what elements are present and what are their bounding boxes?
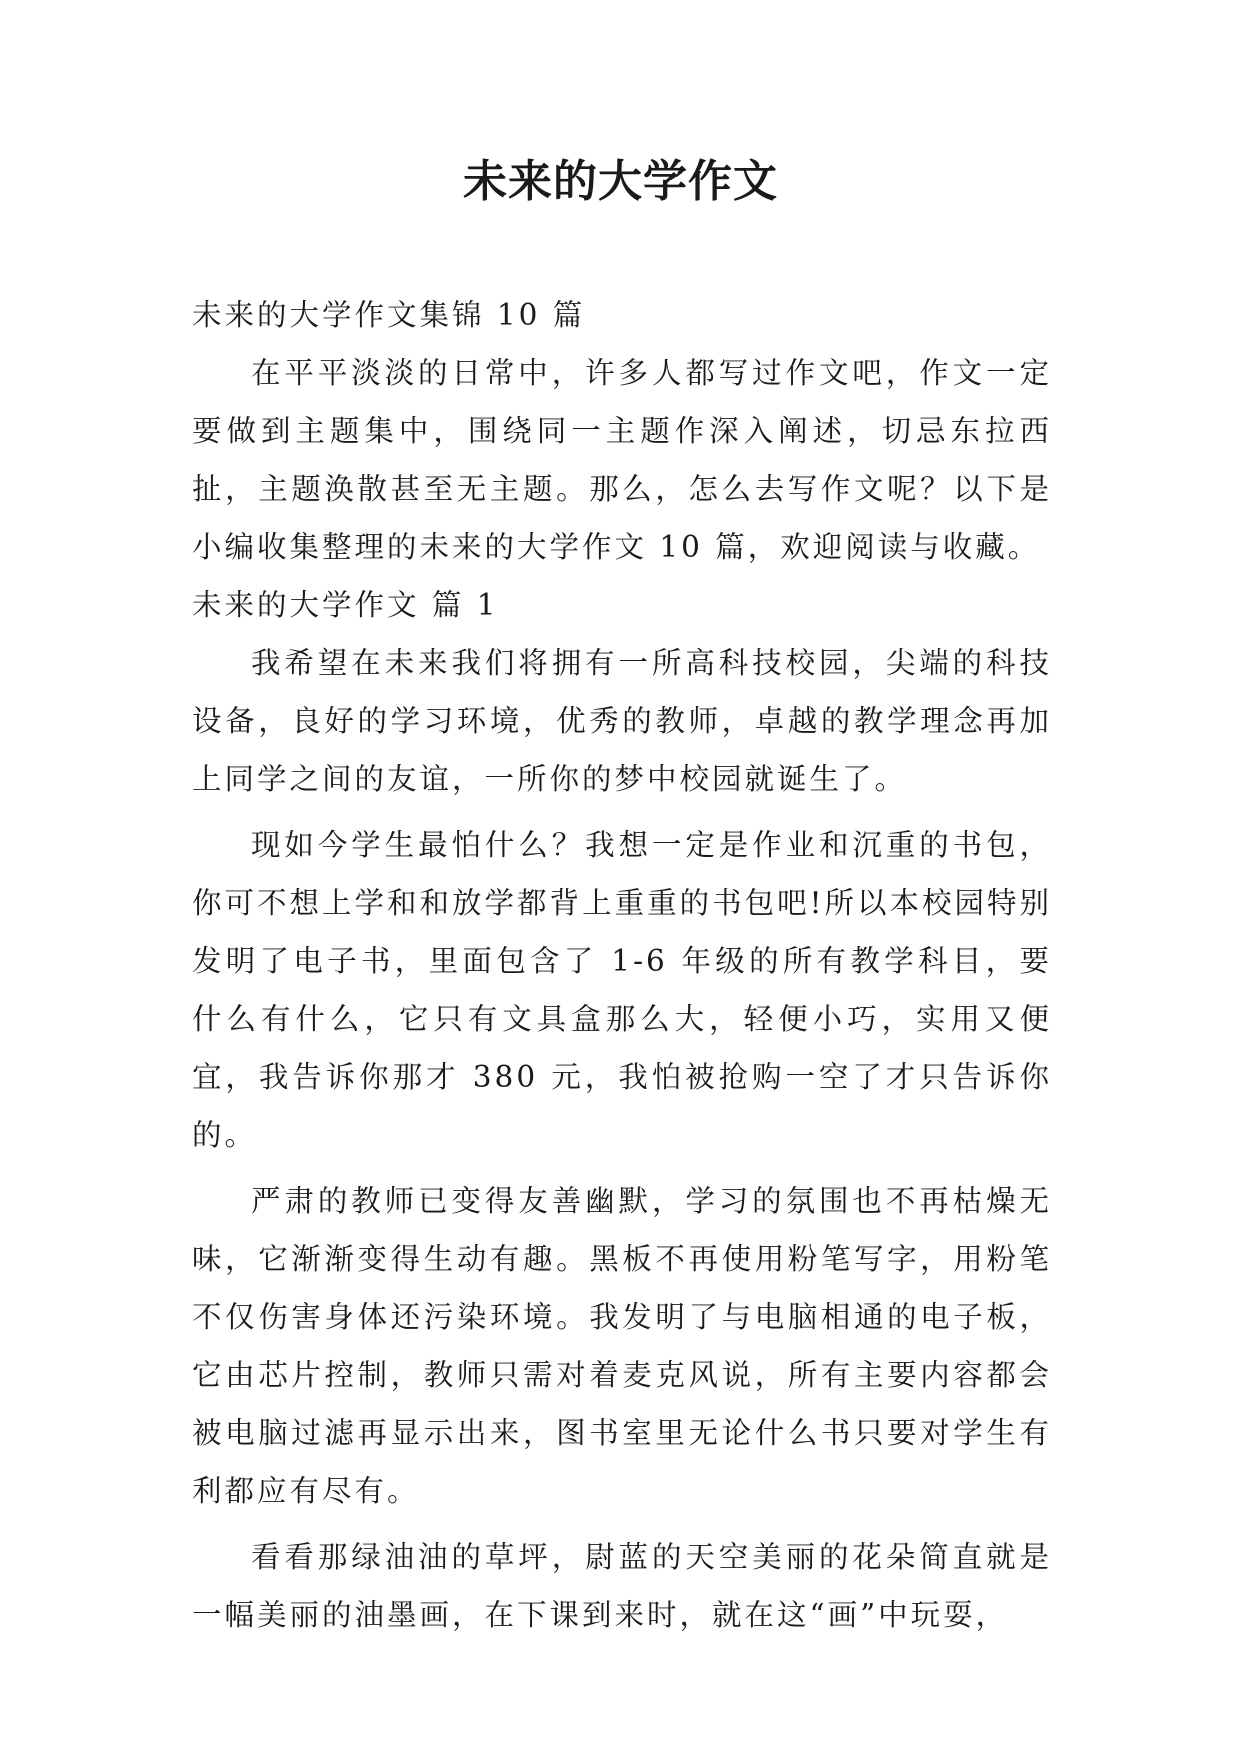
document-subtitle: 未来的大学作文集锦 10 篇 xyxy=(192,298,586,332)
body-paragraph: 现如今学生最怕什么？我想一定是作业和沉重的书包，你可不想上学和和放学都背上重重的书包吧!所以本校园特别发明了电子书，里面包含了 1-6 年级的所有教学科目，要什么有什么，它只有文具盒那么大，轻便小巧，实用又便宜，我告诉你那才 380 元，我怕被抢购一空了才只告诉你的。 xyxy=(192,828,1052,1152)
intro-paragraph: 在平平淡淡的日常中，许多人都写过作文吧，作文一定要做到主题集中，围绕同一主题作深入阐述，切忌东拉西扯，主题涣散甚至无主题。那么，怎么去写作文呢？以下是小编收集整理的未来的大学作文 10 篇，欢迎阅读与收藏。 xyxy=(192,356,1052,564)
body-paragraph: 看看那绿油油的草坪，尉蓝的天空美丽的花朵简直就是一幅美丽的油墨画，在下课到来时，就在这“画”中玩耍， xyxy=(192,1540,1052,1632)
body-paragraph: 我希望在未来我们将拥有一所高科技校园，尖端的科技设备，良好的学习环境，优秀的教师，卓越的教学理念再加上同学之间的友谊，一所你的梦中校园就诞生了。 xyxy=(192,646,1052,796)
body-paragraph: 严肃的教师已变得友善幽默，学习的氛围也不再枯燥无味，它渐渐变得生动有趣。黑板不再使用粉笔写字，用粉笔不仅伤害身体还污染环境。我发明了与电脑相通的电子板，它由芯片控制，教师只需对着麦克风说，所有主要内容都会被电脑过滤再显示出来，图书室里无论什么书只要对学生有利都应有尽有。 xyxy=(192,1184,1052,1508)
document-title: 未来的大学作文 xyxy=(463,156,778,207)
section-heading: 未来的大学作文 篇 1 xyxy=(192,588,499,622)
document-body xyxy=(192,286,1052,1644)
